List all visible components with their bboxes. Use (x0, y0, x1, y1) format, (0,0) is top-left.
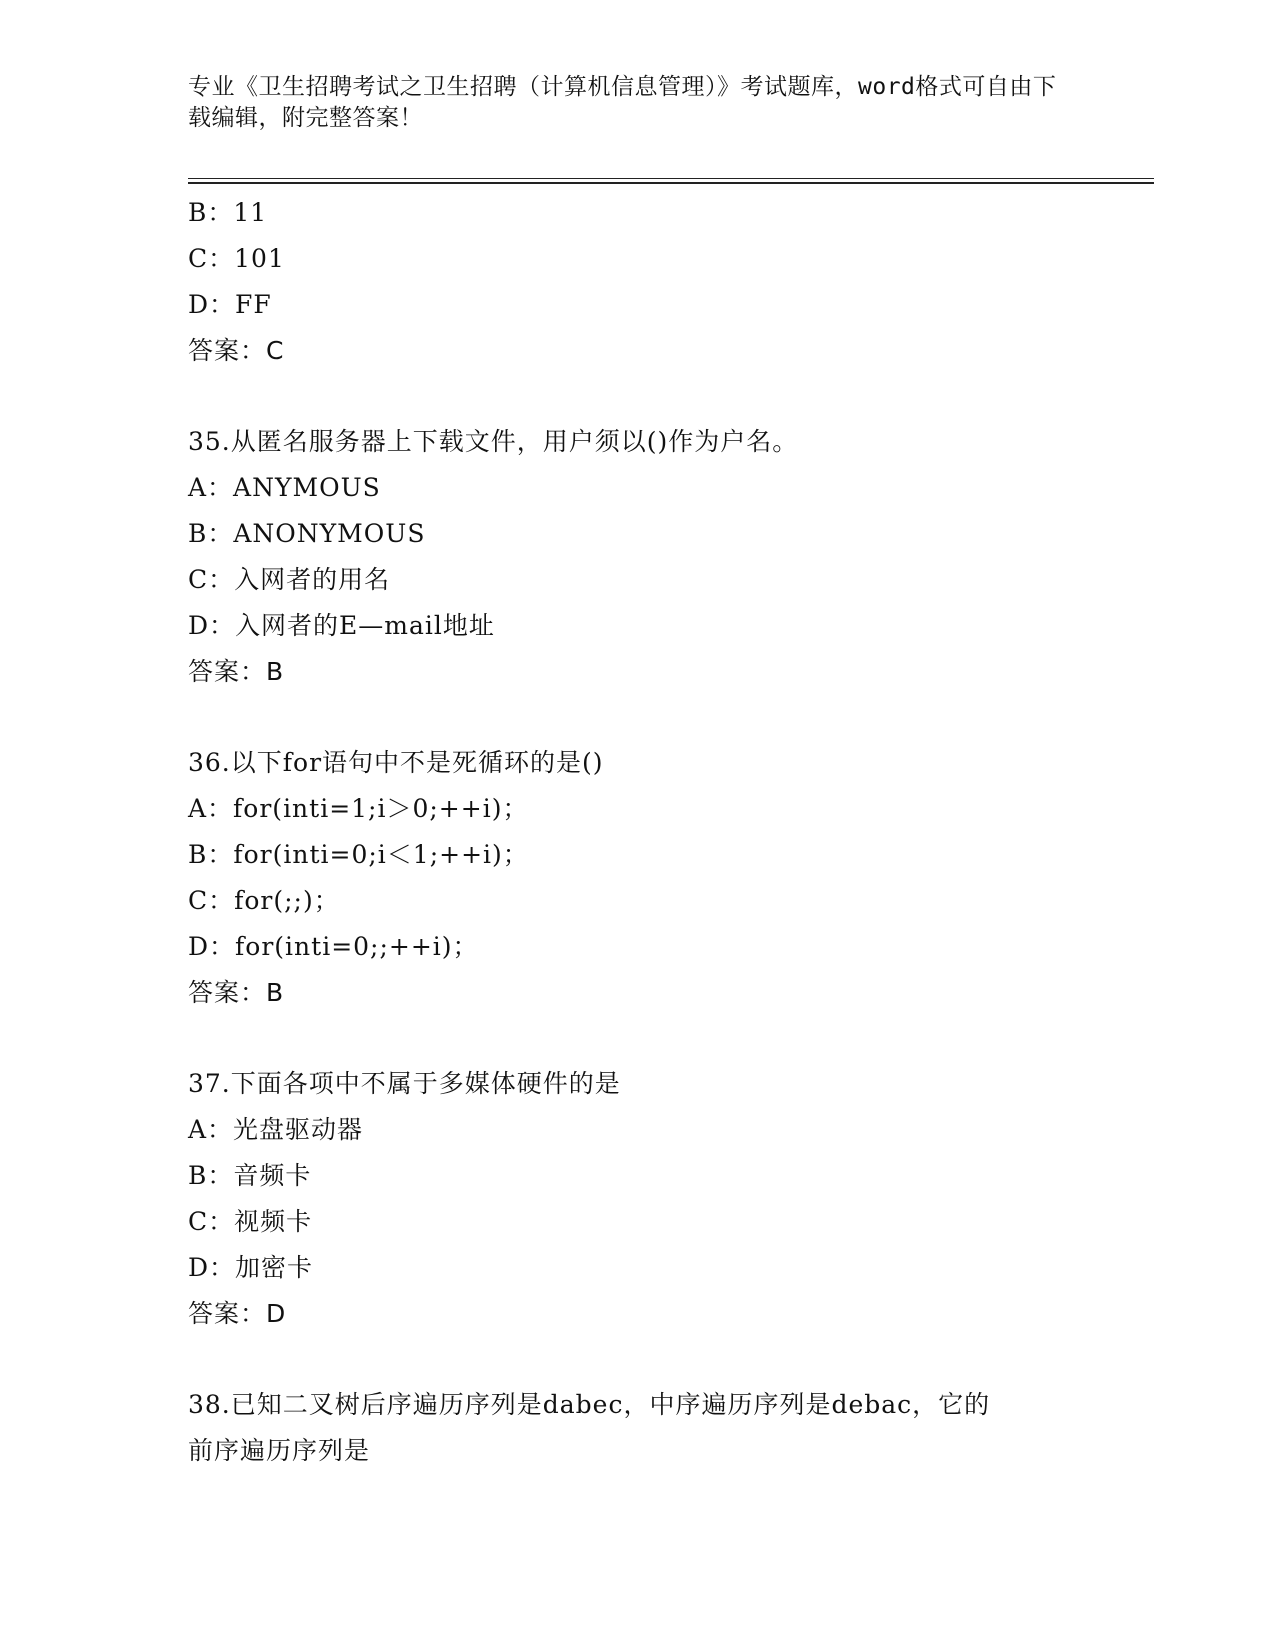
spacer (188, 1337, 1088, 1382)
option-b: B：11 (188, 198, 268, 227)
header-divider-thin (188, 178, 1154, 179)
question-block-37 (188, 1061, 1088, 1337)
answer-line: 答案：B (188, 657, 285, 686)
question-block-34 (188, 190, 1088, 374)
question-block-35 (188, 419, 1088, 695)
option-d: D：FF (188, 290, 272, 319)
question-stem: 37.下面各项中不属于多媒体硬件的是 (188, 1069, 621, 1098)
document-header: 专业《卫生招聘考试之卫生招聘（计算机信息管理）》考试题库，word格式可自由下载编辑，附完整答案！ (188, 74, 1057, 131)
option-b: B：for(inti=0;i＜1;++i)； (188, 840, 529, 869)
option-d: D：加密卡 (188, 1253, 314, 1282)
option-b: B：音频卡 (188, 1161, 312, 1190)
option-a: A：ANYMOUS (188, 473, 381, 502)
option-c: C：入网者的用名 (188, 565, 391, 594)
question-stem-line-2: 前序遍历序列是 (188, 1436, 371, 1465)
spacer (188, 374, 1088, 419)
header-divider-thick (188, 182, 1154, 184)
spacer (188, 695, 1088, 740)
option-c: C：for(;;)； (188, 886, 340, 915)
option-d: D：入网者的E—mail地址 (188, 611, 495, 640)
option-a: A：for(inti=1;i＞0;++i)； (188, 794, 529, 823)
question-stem-line-1: 38.已知二叉树后序遍历序列是dabec，中序遍历序列是debac，它的 (188, 1390, 991, 1419)
question-stem: 36.以下for语句中不是死循环的是() (188, 748, 604, 777)
option-a: A：光盘驱动器 (188, 1115, 364, 1144)
question-block-38 (188, 1382, 1088, 1474)
answer-line: 答案：B (188, 978, 285, 1007)
option-b: B：ANONYMOUS (188, 519, 426, 548)
option-c: C：101 (188, 244, 285, 273)
option-c: C：视频卡 (188, 1207, 313, 1236)
question-list (188, 190, 1088, 1474)
answer-line: 答案：C (188, 336, 285, 365)
answer-line: 答案：D (188, 1299, 287, 1328)
option-d: D：for(inti=0;;++i)； (188, 932, 479, 961)
question-stem: 35.从匿名服务器上下载文件，用户须以()作为户名。 (188, 427, 799, 456)
spacer (188, 1016, 1088, 1061)
question-block-36 (188, 740, 1088, 1016)
